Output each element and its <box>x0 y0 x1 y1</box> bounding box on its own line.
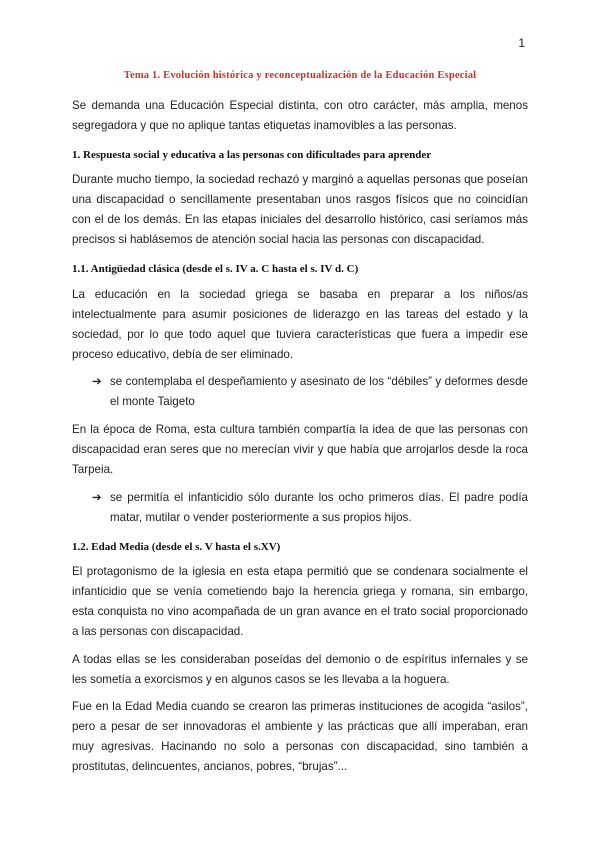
document-title: Tema 1. Evolución histórica y reconceptualización de la Educación Especial <box>123 70 477 81</box>
section-1-1-heading: 1.1. Antigüedad clásica (desde el s. IV a. C hasta el s. IV d. C) <box>72 263 359 275</box>
intro-paragraph: Se demanda una Educación Especial distinta, con otro carácter, más amplia, menos segregadora y que no aplique tantas etiquetas inamovibles a las personas. <box>72 99 528 132</box>
arrow-icon: ➔ <box>92 491 102 504</box>
section-1-2-heading: 1.2. Edad Media (desde el s. V hasta el s.XV) <box>72 541 281 553</box>
bullet-item-2 <box>92 488 528 528</box>
section-1-2-paragraph-2: A todas ellas se les consideraban poseídas del demonio o de espíritus infernales y se les sometía a exorcismos y en algunos casos se les llevaba a la hoguera. <box>72 653 528 686</box>
section-1-paragraph: Durante mucho tiempo, la sociedad rechazó y marginó a aquellas personas que poseían una discapacidad o sencillamente presentaban unos rasgos físicos que no coincidían con el de los demás. En las etapas iniciales del desarrollo histórico, casi seríamos más precisos si hablásemos de atención social hacia las personas con discapacidad. <box>72 173 528 246</box>
section-1-2-paragraph-1: El protagonismo de la iglesia en esta etapa permitió que se condenara socialmente el infanticidio que se venía cometiendo bajo la herencia griega y romana, sin embargo, esta conquista no vino acompañada de un gran avance en el trato social proporcionado a las personas con discapacidad. <box>72 565 528 638</box>
bullet-text-1: se contemplaba el despeñamiento y asesinato de los “débiles” y deformes desde el monte Taigeto <box>110 375 528 408</box>
page-number: 1 <box>518 36 525 50</box>
section-1-1-paragraph-2: En la época de Roma, esta cultura también compartía la idea de que las personas con discapacidad eran seres que no merecían vivir y que había que arrojarlos desde la roca Tarpeia. <box>72 423 528 476</box>
bullet-text-2: se permitía el infanticidio sólo durante los ocho primeros días. El padre podía matar, mutilar o vender posteriormente a sus propios hijos. <box>110 491 528 524</box>
bullet-item-1 <box>92 372 528 412</box>
section-1-1-paragraph-1: La educación en la sociedad griega se basaba en preparar a los niños/as intelectualmente para asumir posiciones de liderazgo en las tareas del estado y la sociedad, por lo que todo aquel que tuviera características que fuera a impedir ese proceso educativo, debía de ser eliminado. <box>72 288 528 361</box>
section-1-heading: 1. Respuesta social y educativa a las personas con dificultades para aprender <box>72 149 432 161</box>
section-1-2-paragraph-3: Fue en la Edad Media cuando se crearon las primeras instituciones de acogida “asilos”, pero a pesar de ser innovadoras el ambiente y las prácticas que allí imperaban, eran muy agresivas. Hacinando no solo a personas con discapacidad, sino también a prostitutas, delincuentes, ancianos, pobres, “brujas”... <box>72 700 528 773</box>
arrow-icon: ➔ <box>92 375 102 388</box>
